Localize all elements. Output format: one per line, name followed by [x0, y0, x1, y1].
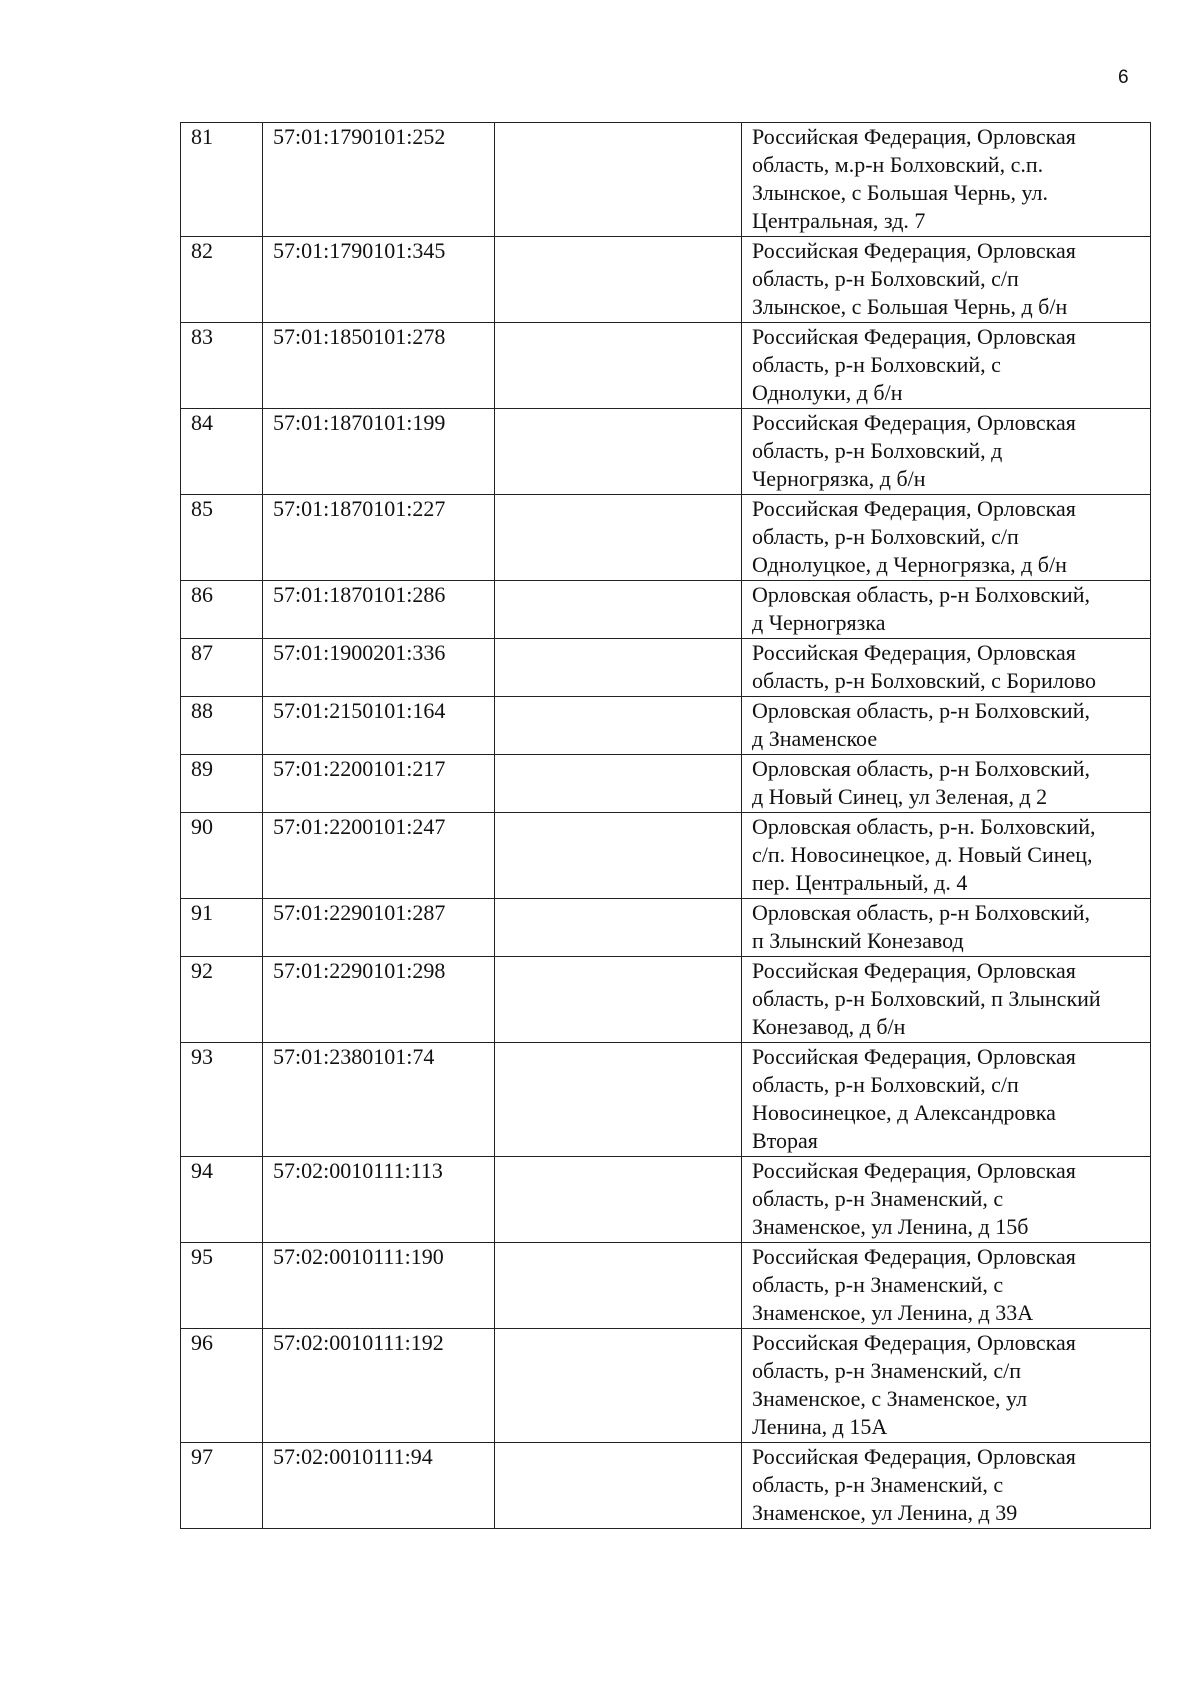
address-cell — [742, 899, 1151, 957]
address-line: Однолуки, д б/н — [752, 380, 903, 405]
registry-table-body — [181, 123, 1151, 1529]
row-number: 95 — [181, 1243, 263, 1329]
row-number: 93 — [181, 1043, 263, 1157]
row-number: 86 — [181, 581, 263, 639]
address-line: Вторая — [752, 1128, 818, 1153]
cadastral-number: 57:01:1870101:227 — [263, 495, 495, 581]
address-line: область, м.р-н Болховский, с.п. — [752, 152, 1044, 177]
table-row — [181, 899, 1151, 957]
address-cell — [742, 1157, 1151, 1243]
cadastral-number: 57:02:0010111:113 — [263, 1157, 495, 1243]
address-line: Конезавод, д б/н — [752, 1014, 906, 1039]
address-line: область, р-н Болховский, с/п — [752, 266, 1019, 291]
address-line: область, р-н Болховский, д — [752, 438, 1003, 463]
address-line: Злынское, с Большая Чернь, д б/н — [752, 294, 1068, 319]
empty-cell — [495, 495, 742, 581]
table-row — [181, 323, 1151, 409]
empty-cell — [495, 899, 742, 957]
row-number: 91 — [181, 899, 263, 957]
address-line: Орловская область, р-н Болховский, — [752, 756, 1090, 781]
empty-cell — [495, 123, 742, 237]
address-line: Знаменское, ул Ленина, д 15б — [752, 1214, 1029, 1239]
cadastral-number: 57:01:2200101:217 — [263, 755, 495, 813]
empty-cell — [495, 237, 742, 323]
address-line: Центральная, зд. 7 — [752, 208, 926, 233]
address-line: область, р-н Болховский, с Борилово — [752, 668, 1097, 693]
address-line: Злынское, с Большая Чернь, ул. — [752, 180, 1048, 205]
page-number: 6 — [1118, 67, 1129, 88]
address-line: Однолуцкое, д Черногрязка, д б/н — [752, 552, 1067, 577]
address-cell — [742, 1329, 1151, 1443]
address-cell — [742, 581, 1151, 639]
address-line: Российская Федерация, Орловская — [752, 238, 1076, 263]
empty-cell — [495, 755, 742, 813]
cadastral-number: 57:01:1790101:252 — [263, 123, 495, 237]
address-line: Знаменское, с Знаменское, ул — [752, 1386, 1028, 1411]
cadastral-number: 57:01:1790101:345 — [263, 237, 495, 323]
row-number: 97 — [181, 1443, 263, 1529]
address-line: Российская Федерация, Орловская — [752, 1244, 1076, 1269]
address-line: Российская Федерация, Орловская — [752, 124, 1076, 149]
row-number: 92 — [181, 957, 263, 1043]
table-row — [181, 123, 1151, 237]
table-row — [181, 639, 1151, 697]
empty-cell — [495, 1043, 742, 1157]
address-line: Российская Федерация, Орловская — [752, 1044, 1076, 1069]
row-number: 82 — [181, 237, 263, 323]
address-cell — [742, 697, 1151, 755]
empty-cell — [495, 1157, 742, 1243]
empty-cell — [495, 697, 742, 755]
cadastral-number: 57:01:2290101:287 — [263, 899, 495, 957]
cadastral-number: 57:02:0010111:190 — [263, 1243, 495, 1329]
address-line: д Новый Синец, ул Зеленая, д 2 — [752, 784, 1048, 809]
table-row — [181, 697, 1151, 755]
cadastral-number: 57:01:1900201:336 — [263, 639, 495, 697]
row-number: 90 — [181, 813, 263, 899]
table-row — [181, 237, 1151, 323]
empty-cell — [495, 581, 742, 639]
address-line: пер. Центральный, д. 4 — [752, 870, 968, 895]
empty-cell — [495, 639, 742, 697]
row-number: 94 — [181, 1157, 263, 1243]
address-line: Российская Федерация, Орловская — [752, 1444, 1076, 1469]
address-line: Знаменское, ул Ленина, д 39 — [752, 1500, 1018, 1525]
cadastral-number: 57:01:2290101:298 — [263, 957, 495, 1043]
table-row — [181, 1329, 1151, 1443]
row-number: 84 — [181, 409, 263, 495]
address-cell — [742, 639, 1151, 697]
empty-cell — [495, 323, 742, 409]
row-number: 89 — [181, 755, 263, 813]
cadastral-number: 57:02:0010111:192 — [263, 1329, 495, 1443]
address-cell — [742, 123, 1151, 237]
row-number: 81 — [181, 123, 263, 237]
address-line: д Знаменское — [752, 726, 878, 751]
address-cell — [742, 1243, 1151, 1329]
table-row — [181, 755, 1151, 813]
address-line: Российская Федерация, Орловская — [752, 640, 1076, 665]
address-line: область, р-н Знаменский, с/п — [752, 1358, 1022, 1383]
address-line: д Черногрязка — [752, 610, 886, 635]
row-number: 87 — [181, 639, 263, 697]
address-line: Российская Федерация, Орловская — [752, 410, 1076, 435]
address-line: Российская Федерация, Орловская — [752, 958, 1076, 983]
address-cell — [742, 813, 1151, 899]
address-line: Российская Федерация, Орловская — [752, 1330, 1076, 1355]
address-line: область, р-н Знаменский, с — [752, 1272, 1004, 1297]
address-line: п Злынский Конезавод — [752, 928, 964, 953]
empty-cell — [495, 957, 742, 1043]
address-cell — [742, 1443, 1151, 1529]
address-line: Орловская область, р-н Болховский, — [752, 582, 1090, 607]
table-row — [181, 957, 1151, 1043]
cadastral-number: 57:01:1850101:278 — [263, 323, 495, 409]
address-cell — [742, 237, 1151, 323]
table-row — [181, 495, 1151, 581]
empty-cell — [495, 813, 742, 899]
address-line: Черногрязка, д б/н — [752, 466, 926, 491]
address-line: Российская Федерация, Орловская — [752, 1158, 1076, 1183]
cadastral-number: 57:01:1870101:199 — [263, 409, 495, 495]
address-line: Российская Федерация, Орловская — [752, 324, 1076, 349]
row-number: 88 — [181, 697, 263, 755]
table-row — [181, 1243, 1151, 1329]
address-line: Орловская область, р-н Болховский, — [752, 900, 1090, 925]
address-line: область, р-н Знаменский, с — [752, 1186, 1004, 1211]
address-line: область, р-н Болховский, с — [752, 352, 1001, 377]
cadastral-number: 57:02:0010111:94 — [263, 1443, 495, 1529]
address-cell — [742, 323, 1151, 409]
empty-cell — [495, 1329, 742, 1443]
address-line: с/п. Новосинецкое, д. Новый Синец, — [752, 842, 1093, 867]
empty-cell — [495, 1243, 742, 1329]
row-number: 83 — [181, 323, 263, 409]
empty-cell — [495, 1443, 742, 1529]
address-cell — [742, 1043, 1151, 1157]
address-line: Новосинецкое, д Александровка — [752, 1100, 1056, 1125]
address-line: область, р-н Болховский, п Злынский — [752, 986, 1101, 1011]
table-row — [181, 581, 1151, 639]
cadastral-number: 57:01:1870101:286 — [263, 581, 495, 639]
table-row — [181, 1157, 1151, 1243]
address-line: Российская Федерация, Орловская — [752, 496, 1076, 521]
cadastral-number: 57:01:2380101:74 — [263, 1043, 495, 1157]
address-cell — [742, 409, 1151, 495]
address-line: область, р-н Знаменский, с — [752, 1472, 1004, 1497]
address-line: область, р-н Болховский, с/п — [752, 524, 1019, 549]
table-row — [181, 813, 1151, 899]
address-line: Орловская область, р-н Болховский, — [752, 698, 1090, 723]
address-line: Орловская область, р-н. Болховский, — [752, 814, 1096, 839]
table-row — [181, 1443, 1151, 1529]
property-registry-table — [180, 122, 1151, 1529]
address-cell — [742, 957, 1151, 1043]
row-number: 96 — [181, 1329, 263, 1443]
cadastral-number: 57:01:2150101:164 — [263, 697, 495, 755]
empty-cell — [495, 409, 742, 495]
address-line: область, р-н Болховский, с/п — [752, 1072, 1019, 1097]
row-number: 85 — [181, 495, 263, 581]
table-row — [181, 1043, 1151, 1157]
cadastral-number: 57:01:2200101:247 — [263, 813, 495, 899]
table-row — [181, 409, 1151, 495]
address-cell — [742, 495, 1151, 581]
address-cell — [742, 755, 1151, 813]
address-line: Знаменское, ул Ленина, д 33А — [752, 1300, 1034, 1325]
address-line: Ленина, д 15А — [752, 1414, 888, 1439]
